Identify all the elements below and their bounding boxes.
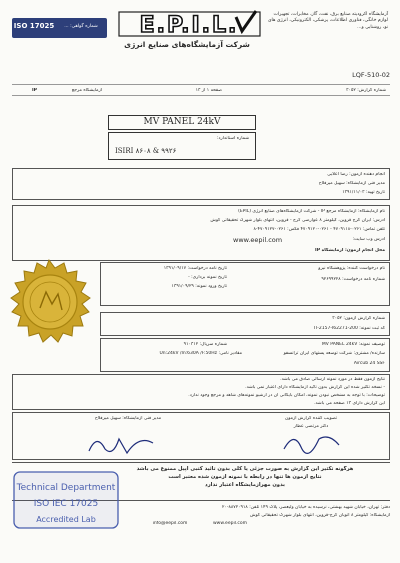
stamp-line-3: Accredited Lab — [36, 515, 96, 524]
lab-ref-label: آزمایشگاه مرجع — [71, 88, 102, 93]
report-info-strip — [12, 84, 390, 96]
approver-label: تصویب کننده گزارش آزمون — [284, 416, 338, 421]
model: Aircub 24 SSF — [353, 361, 385, 366]
note-2: - نسخه تکثیر شده این گزارش بدون تائید آزمایشگاه دارای اعتبار نمی باشد. — [245, 385, 385, 390]
epil-logo — [118, 9, 261, 39]
product-title: MV PANEL 24kV — [108, 115, 256, 130]
footer-warning-3: بدون مهرآزمایشگاه اعتبار ندارد — [205, 482, 285, 488]
note-3: توضیحات: با توجه به مشخص نبودن نمونه، امکان بایگانی آن در آرشیو نمونه‌های شاهد و مرجع وجود ندارد. — [188, 393, 385, 398]
approver-name: دکتر مرتضی عطار — [293, 424, 329, 429]
footer-email: info@eepil.com — [152, 521, 188, 526]
iso-badge-label: ISO 17025 — [13, 22, 55, 30]
lab-footer-address: آزمایشگاه: کیلومتر ۸ اتوبان کرج-قزوین، انتهای بلوار شهرک تحقیقاتی کوش — [250, 513, 390, 518]
iso-badge — [12, 18, 107, 38]
nominal-ratings: مقادیر نامی: Un:24kV /In:630A /F:50Hz — [159, 351, 242, 356]
standard-value: ISIRI ۸۶۰۸ & ۹۹۲۶ — [115, 147, 177, 155]
applicant-name: نام درخواست کننده: پژوهشگاه نیرو — [318, 266, 385, 271]
lab-address: آدرس: ایران کرج قزوین، کیلومتر ۸ عوارضی کرج - قزوین، انتهای بلوار شهرک تحقیقاتی کوش — [210, 218, 385, 223]
signature-section — [12, 412, 390, 460]
lab-info-section — [12, 205, 390, 261]
accreditation-stamp — [12, 464, 120, 536]
company-name: شرکت آزمایشگاه‌های صنایع انرژی — [124, 40, 250, 49]
note-4: این گزارش دارای ۱۳ صفحه می باشد. — [314, 401, 385, 406]
applicant-section — [100, 262, 390, 306]
manager-signature — [83, 429, 163, 459]
footer-warning-2: نتایج آزمون ها تنها در رابطه با نمونه آزمون شده معتبر است — [168, 474, 322, 480]
test-place: محل انجام آزمون: آزمایشگاه IP — [315, 248, 385, 253]
sample-date: تاریخ نمونه برداری: - — [188, 275, 227, 280]
sample-section — [100, 338, 390, 372]
serial-number: شماره سریال: ۹۱۰۳۱۲ — [183, 342, 227, 347]
report-code-section — [100, 312, 390, 336]
note-1: نتایج آزمون فقط در مورد نمونه ارسالی صادق می باشد. — [280, 377, 385, 382]
gold-seal-icon — [4, 258, 94, 348]
logo-text: E.P.I.L. — [139, 13, 239, 38]
lab-manager: مدیر فنی آزمایشگاه: سهیل میرفلاح — [318, 181, 385, 186]
manager-signature-label: مدیر فنی آزمایشگاه: سهیل میرفلاح — [94, 416, 162, 421]
website-label: آدرس وب سایت: — [352, 237, 385, 242]
prepare-date: تاریخ تهیه: ۱۳۹۱/۱۱/۰۳ — [342, 190, 385, 195]
stamp-line-1: Technical Department — [16, 483, 116, 493]
report-number: شماره گزارش: ۳۰۵۲ — [346, 88, 386, 93]
office-address: دفتر: تهران، خیابان شهید بهشتی، نرسیده به خیابان ولیعصر، پلاک ۱۴۹ تلفن: ۸۸۷۲۰۹۱۸-۲۰ — [221, 505, 390, 510]
stamp-line-2: ISO IEC 17025 — [33, 499, 99, 509]
footer-warning-1: هرگونه تکثیر این گزارش به صورت جزئی یا کلی بدون تائید کتبی اپیل ممنوع می باشد — [136, 466, 354, 472]
lab-website: www.eepil.com — [233, 236, 283, 244]
iso-badge-subtext: شماره گواهی: ... — [64, 24, 98, 29]
lab-ref-value: IP — [32, 88, 37, 93]
logo-check-icon — [236, 11, 256, 31]
standard-label: شماره استاندارد: — [216, 136, 249, 141]
header-description: آزمایشگاه اکرودیته صنایع برق، نفت، گاز، مخابرات، تجهیزات لوازم خانگی، فناوری اطلاعات، پزشکی، الکترونیکی، انرژی های نو، روشنایی و... — [267, 12, 388, 30]
form-code: LQF-510-02 — [352, 71, 390, 79]
standard-box — [108, 132, 256, 160]
notes-section — [12, 374, 390, 410]
footer-divider — [12, 462, 390, 463]
lab-name: نام آزمایشگاه: آزمایشگاه مرجع IP - شرکت آزمایشگاه‌های صنایع انرژی (EPIL) — [238, 209, 385, 214]
tester-name: انجام دهنده آزمون: رضا اعلایی — [327, 172, 385, 177]
arrival-date: تاریخ ورود نمونه: ۱۳۹۱/۰۹/۲۹ — [171, 284, 227, 289]
sample-code: کد ثبت نمونه: TI-2157-I62271-200 — [313, 326, 385, 331]
tester-section — [12, 168, 390, 200]
manufacturer: سازنده/ مشتری: شرکت توسعه پستهای ایران ترانسفو — [283, 351, 385, 356]
sample-description: توصیف نمونه: MV PANEL 24kV — [321, 342, 385, 347]
footer-website: www.eepil.com — [213, 521, 247, 526]
page-count: صفحه ۱ از ۱۳ — [195, 88, 222, 93]
request-number: شماره نامه درخواست: ۹۲۶۹۹۲۲۸ — [321, 277, 385, 282]
test-report-number: شماره گزارش آزمون: ۳۰۵۲ — [332, 316, 385, 321]
approver-signature — [279, 429, 349, 457]
lab-phone: تلفن تماس: ۰۲۶۱-۴۷۰۹۱۱۸ - ۰۲۶۱-۴۷۰۹۱۲۰ فکس: ۰۲۶۱-۴۷۰۹۱۲۷-۸ — [253, 227, 385, 232]
request-date: تاریخ نامه درخواست: ۱۳۹۱/۰۹/۱۷ — [163, 266, 227, 271]
